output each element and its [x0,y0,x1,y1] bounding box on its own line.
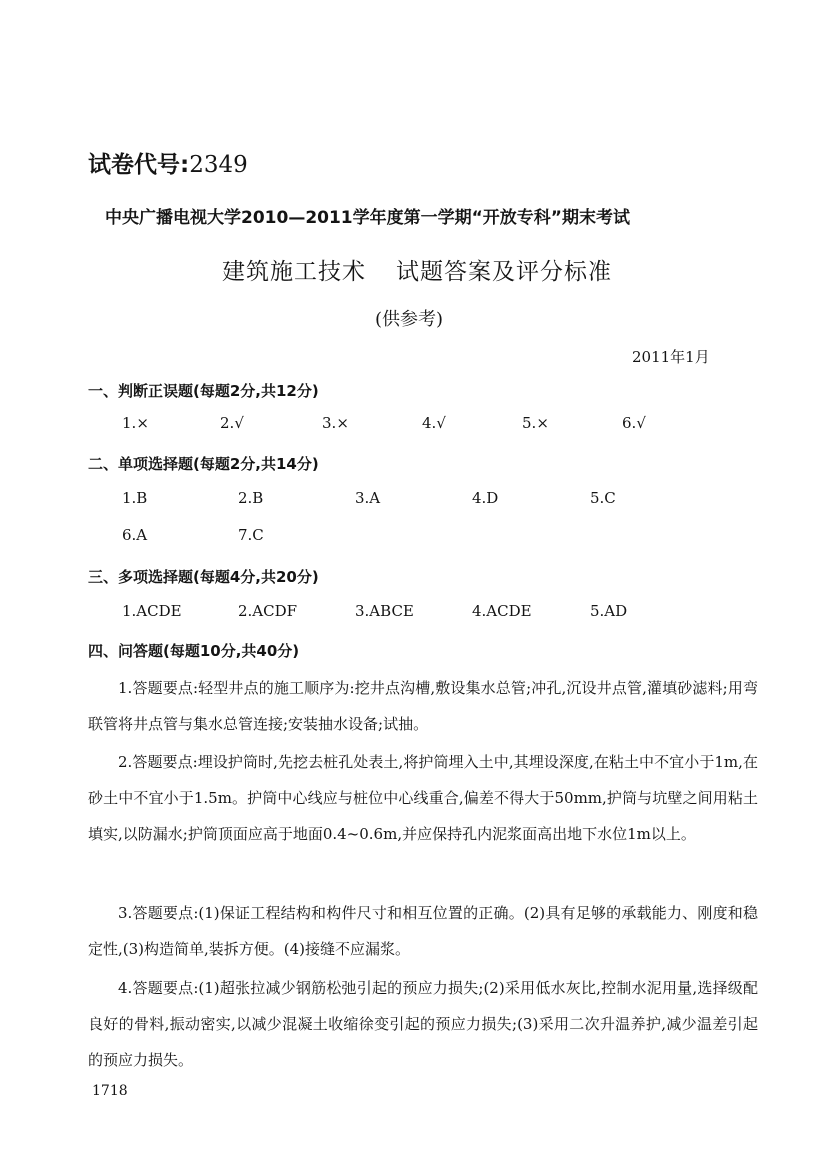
reference-note: (供参考) [375,309,444,330]
section-short-answer-title: 四、问答题(每题10分,共40分) [88,642,300,660]
mc-answer-2: 2.ACDF [238,602,298,620]
sc-answer-1: 1.B [122,489,148,507]
tf-answer-2 [220,414,244,432]
section-multiple-choice-title: 三、多项选择题(每题4分,共20分) [88,568,319,586]
section-single-choice-title: 二、单项选择题(每题2分,共14分) [88,455,319,473]
document-title [222,253,612,286]
mc-answer-4: 4.ACDE [472,602,532,620]
sc-answer-3: 3.A [355,489,381,507]
tf-answer-5 [522,414,549,432]
tf-answer-number: 3. [322,414,337,432]
sc-answer-7: 7.C [238,526,264,544]
tf-answer-1 [122,414,149,432]
tf-answer-number: 6. [622,414,637,432]
short-answer-1: 1.答题要点:轻型井点的施工顺序为:挖井点沟槽,敷设集水总管;冲孔,沉设井点管,灌填砂滤料;用弯联管将井点管与集水总管连接;安装抽水设备;试抽。 [88,679,758,733]
tf-answer-6 [622,414,646,432]
check-mark-icon: √ [636,414,646,432]
tf-answer-4 [422,414,446,432]
page-number: 1718 [92,1083,128,1099]
section-true-false-title: 一、判断正误题(每题2分,共12分) [88,382,319,400]
sc-answer-2: 2.B [238,489,264,507]
tf-answer-number: 4. [422,414,437,432]
exam-code-label: 试卷代号: [88,152,190,178]
exam-date: 2011年1月 [632,348,710,366]
university-exam-line: 中央广播电视大学2010—2011学年度第一学期“开放专科”期末考试 [105,208,630,228]
sc-answer-5: 5.C [590,489,616,507]
tf-answer-number: 5. [522,414,537,432]
mc-answer-3: 3.ABCE [355,602,414,620]
cross-mark-icon: × [536,414,549,432]
mc-answer-5: 5.AD [590,602,628,620]
short-answer-2: 2.答题要点:埋设护筒时,先挖去桩孔处表土,将护筒埋入土中,其埋设深度,在粘土中不宜小于1m,在砂土中不宜小于1.5m。护筒中心线应与桩位中心线重合,偏差不得大于50mm,护筒与坑壁之间用粘土填实,以防漏水;护筒顶面应高于地面0.4~0.6m,并应保持孔内泥浆面高出地下水位1m以上。 [88,753,758,843]
cross-mark-icon: × [336,414,349,432]
short-answer-3: 3.答题要点:(1)保证工程结构和构件尺寸和相互位置的正确。(2)具有足够的承载能力、刚度和稳定性,(3)构造简单,装拆方便。(4)接缝不应漏浆。 [88,904,758,958]
exam-code [88,146,248,179]
short-answer-4: 4.答题要点:(1)超张拉减少钢筋松弛引起的预应力损失;(2)采用低水灰比,控制水泥用量,选择级配良好的骨料,振动密实,以减少混凝土收缩徐变引起的预应力损失;(3)采用二次升温养护,减少温差引起的预应力损失。 [88,979,758,1069]
answer-standard-title: 试题答案及评分标准 [396,259,612,285]
exam-code-number: 2349 [189,152,248,178]
tf-answer-3 [322,414,349,432]
tf-answer-number: 2. [220,414,235,432]
cross-mark-icon: × [136,414,149,432]
tf-answer-number: 1. [122,414,137,432]
check-mark-icon: √ [436,414,446,432]
sc-answer-4: 4.D [472,489,499,507]
check-mark-icon: √ [234,414,244,432]
course-title: 建筑施工技术 [222,259,366,285]
mc-answer-1: 1.ACDE [122,602,182,620]
sc-answer-6: 6.A [122,526,148,544]
